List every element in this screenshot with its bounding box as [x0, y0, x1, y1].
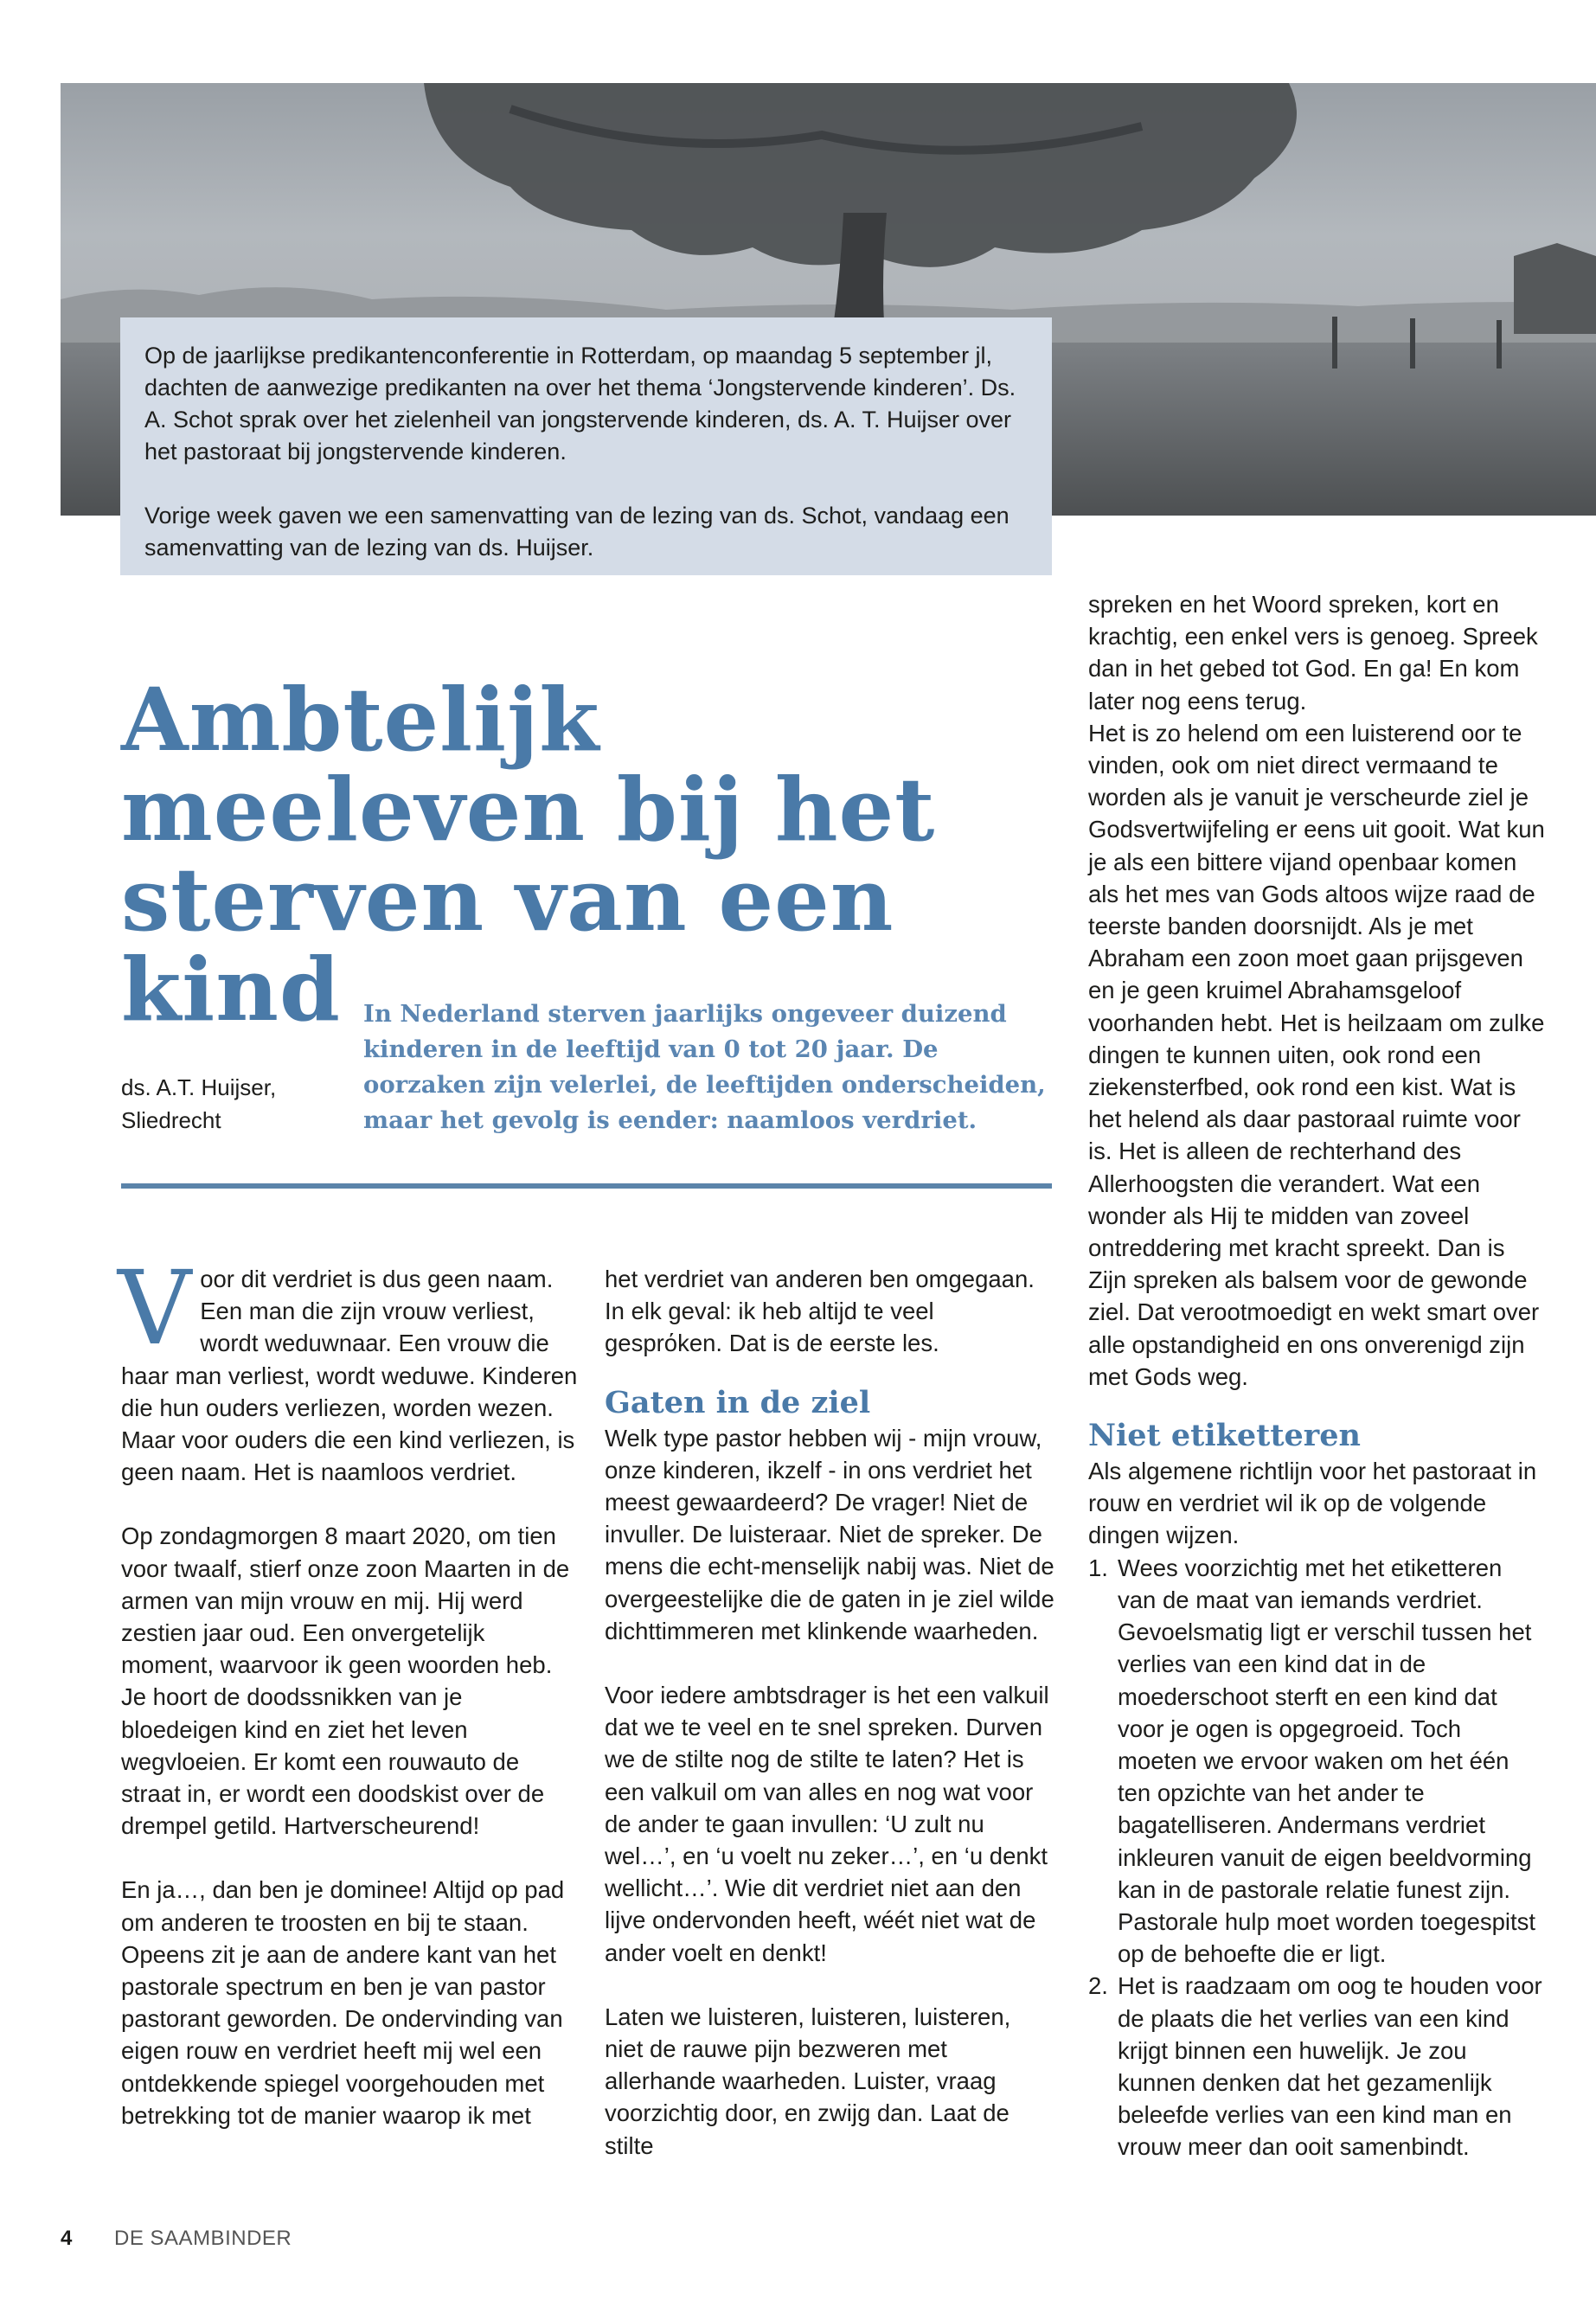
numbered-list — [1088, 1552, 1547, 2163]
body-paragraph: Het is zo helend om een luisterend oor te vinden, ook om niet direct vermaand te worden als je vanuit je verscheurde ziel je Godsvertwijfeling er eens uit gooit. Wat kun je als een bittere vijand openbaar komen als het mes van Gods altoos wijze raad de teerste banden doorsnijdt. Als je met Abraham een zoon moet gaan prijsgeven en je geen kruimel Abrahamsgeloof voorhanden hebt. Het is heilzaam om zulke dingen te kunnen uiten, ook rond een ziekensterfbed, ook rond een kist. Wat is het helend als daar pastoraal ruimte voor is. Het is alleen de rechterhand des Allerhoogsten die verandert. Wat een wonder als Hij te midden van zoveel ontreddering met kracht spreekt. Dan is Zijn spreken als balsem voor de gewonde ziel. Dat verootmoedigt en wekt smart over alle opstandigheid en ons onverenigd zijn met Gods weg. — [1088, 719, 1545, 1390]
paragraph-text: oor dit verdriet is dus geen naam. Een man die zijn vrouw verliest, wordt weduwnaar. Een vrouw die haar man verliest, wordt weduwe. Kinderen die hun ouders verliezen, worden wezen. Maar voor ouders die een kind verliezen, is geen naam. Het is naamloos verdriet. — [121, 1266, 578, 1486]
author-name: ds. A.T. Huijser, — [121, 1074, 277, 1100]
body-paragraph: Voor iedere ambtsdrager is het een valkuil dat we te veel en te snel spreken. Durven we de stilte nog de stilte te laten? Het is een valkuil om van alles en nog wat voor de ander te gaan invullen: ‘U zult nu wel…’, en ‘u voelt nu zeker…’, en ‘u denkt wellicht…’. Wie dit verdriet niet aan den lijve ondervonden heeft, wéét niet wat de ander voelt en denkt! — [605, 1682, 1049, 1966]
list-item-text: Wees voorzichtig met het etiketteren van de maat van iemands verdriet. Gevoelsmatig ligt er verschil tussen het verlies van een kind dat in de moederschoot sterft en een kind dat voor je ogen is opgegroeid. Toch moeten we ervoor waken om het één ten opzichte van het ander te bagatelliseren. Andermans verdriet inkleuren vanuit de eigen beeldvorming kan in de pastorale relatie funest zijn. Pastorale hulp moet worden toegespitst op de behoefte die er ligt. — [1118, 1554, 1536, 1968]
list-item — [1088, 1970, 1547, 2163]
body-paragraph — [118, 1248, 580, 1488]
column-3 — [1088, 588, 1547, 2163]
body-paragraph: Als algemene richtlijn voor het pastoraat in rouw en verdriet wil ik op de volgende dingen wijzen. — [1088, 1458, 1537, 1549]
body-paragraph: En ja…, dan ben je dominee! Altijd op pad om anderen te troosten en bij te staan. Opeens zit je aan de andere kant van het pastorale spectrum en ben je van pastor pastorant geworden. De ondervinding van eigen rouw en verdriet heeft mij wel een ontdekkende spiegel voorgehouden met betrekking tot de manier waarop ik met — [121, 1876, 565, 2129]
drop-cap: V — [118, 1248, 192, 1368]
body-paragraph: spreken en het Woord spreken, kort en krachtig, een enkel vers is genoeg. Spreek dan in het gebed tot God. En ga! En kom later nog eens terug. — [1088, 591, 1538, 715]
intro-paragraph: Op de jaarlijkse predikantenconferentie in Rotterdam, op maandag 5 september jl, dachten de aanwezige predikanten na over het thema ‘Jongstervende kinderen’. Ds. A. Schot sprak over het zielenheil van jongstervende kinderen, ds. A. T. Huijser over het pastoraat bij jongstervende kinderen. — [144, 343, 1016, 465]
list-number: 1. — [1088, 1554, 1108, 1581]
list-number: 2. — [1088, 1972, 1108, 2000]
section-heading: Niet etiketteren — [1088, 1418, 1361, 1454]
body-paragraph: het verdriet van anderen ben omgegaan. In elk geval: ik heb altijd te veel gesprόken. Dat is de eerste les. — [605, 1266, 1035, 1357]
list-item-text: Het is raadzaam om oog te houden voor de plaats die het verlies van een kind krijgt binnen een huwelijk. Je zou kunnen denken dat het gezamenlijk beleefde verlies van een kind man en vrouw meer dan ooit samenbindt. — [1118, 1972, 1542, 2161]
page-number: 4 — [61, 2227, 73, 2250]
headline-line: Ambtelijk — [121, 669, 600, 771]
headline-line: sterven van een kind — [121, 849, 894, 1041]
body-paragraph: Welk type pastor hebben wij - mijn vrouw, onze kinderen, ikzelf - in ons verdriet het meest gewaardeerd? De vrager! Niet de invuller. De luisteraar. Niet de spreker. De mens die echt-menselijk nabij was. Niet de overgeestelijke die de gaten in je ziel wilde dichttimmeren met klinkende waarheden. — [605, 1424, 1054, 1644]
byline — [121, 1071, 346, 1137]
headline-line: meeleven bij het — [121, 759, 936, 861]
list-item — [1088, 1552, 1547, 1971]
column-2 — [605, 1263, 1054, 2162]
author-place: Sliedrecht — [121, 1107, 221, 1133]
page-footer — [61, 2227, 292, 2251]
intro-box — [120, 317, 1052, 575]
body-paragraph: Op zondagmorgen 8 maart 2020, om tien voor twaalf, stierf onze zoon Maarten in de armen van mijn vrouw en mij. Hij werd zestien jaar oud. Een onvergetelijk moment, waarvoor ik geen woorden heb. Je hoort de doodssnikken van je bloedeigen kind en ziet het leven wegvloeien. Er komt een rouwauto de straat in, er wordt een doodskist over de drempel getild. Hartverscheurend! — [121, 1522, 570, 1840]
divider-rule — [121, 1183, 1052, 1189]
article-headline — [121, 669, 1073, 1041]
section-heading: Gaten in de ziel — [605, 1384, 871, 1420]
intro-paragraph: Vorige week gaven we een samenvatting van de lezing van ds. Schot, vandaag een samenvatting van de lezing van ds. Huijser. — [144, 503, 1010, 561]
article-lead: In Nederland sterven jaarlijks ongeveer duizend kinderen in de leeftijd van 0 tot 20 jaar. De oorzaken zijn velerlei, de leeftijden onderscheiden, maar het gevolg is eender: naamloos verdriet. — [363, 1000, 1046, 1134]
magazine-name: DE SAAMBINDER — [114, 2227, 292, 2250]
column-1 — [118, 1248, 580, 2131]
body-paragraph: Laten we luisteren, luisteren, luisteren, niet de rauwe pijn bezweren met allerhande waarheden. Luister, vraag voorzichtig door, en zwijg dan. Laat de stilte — [605, 2003, 1011, 2159]
